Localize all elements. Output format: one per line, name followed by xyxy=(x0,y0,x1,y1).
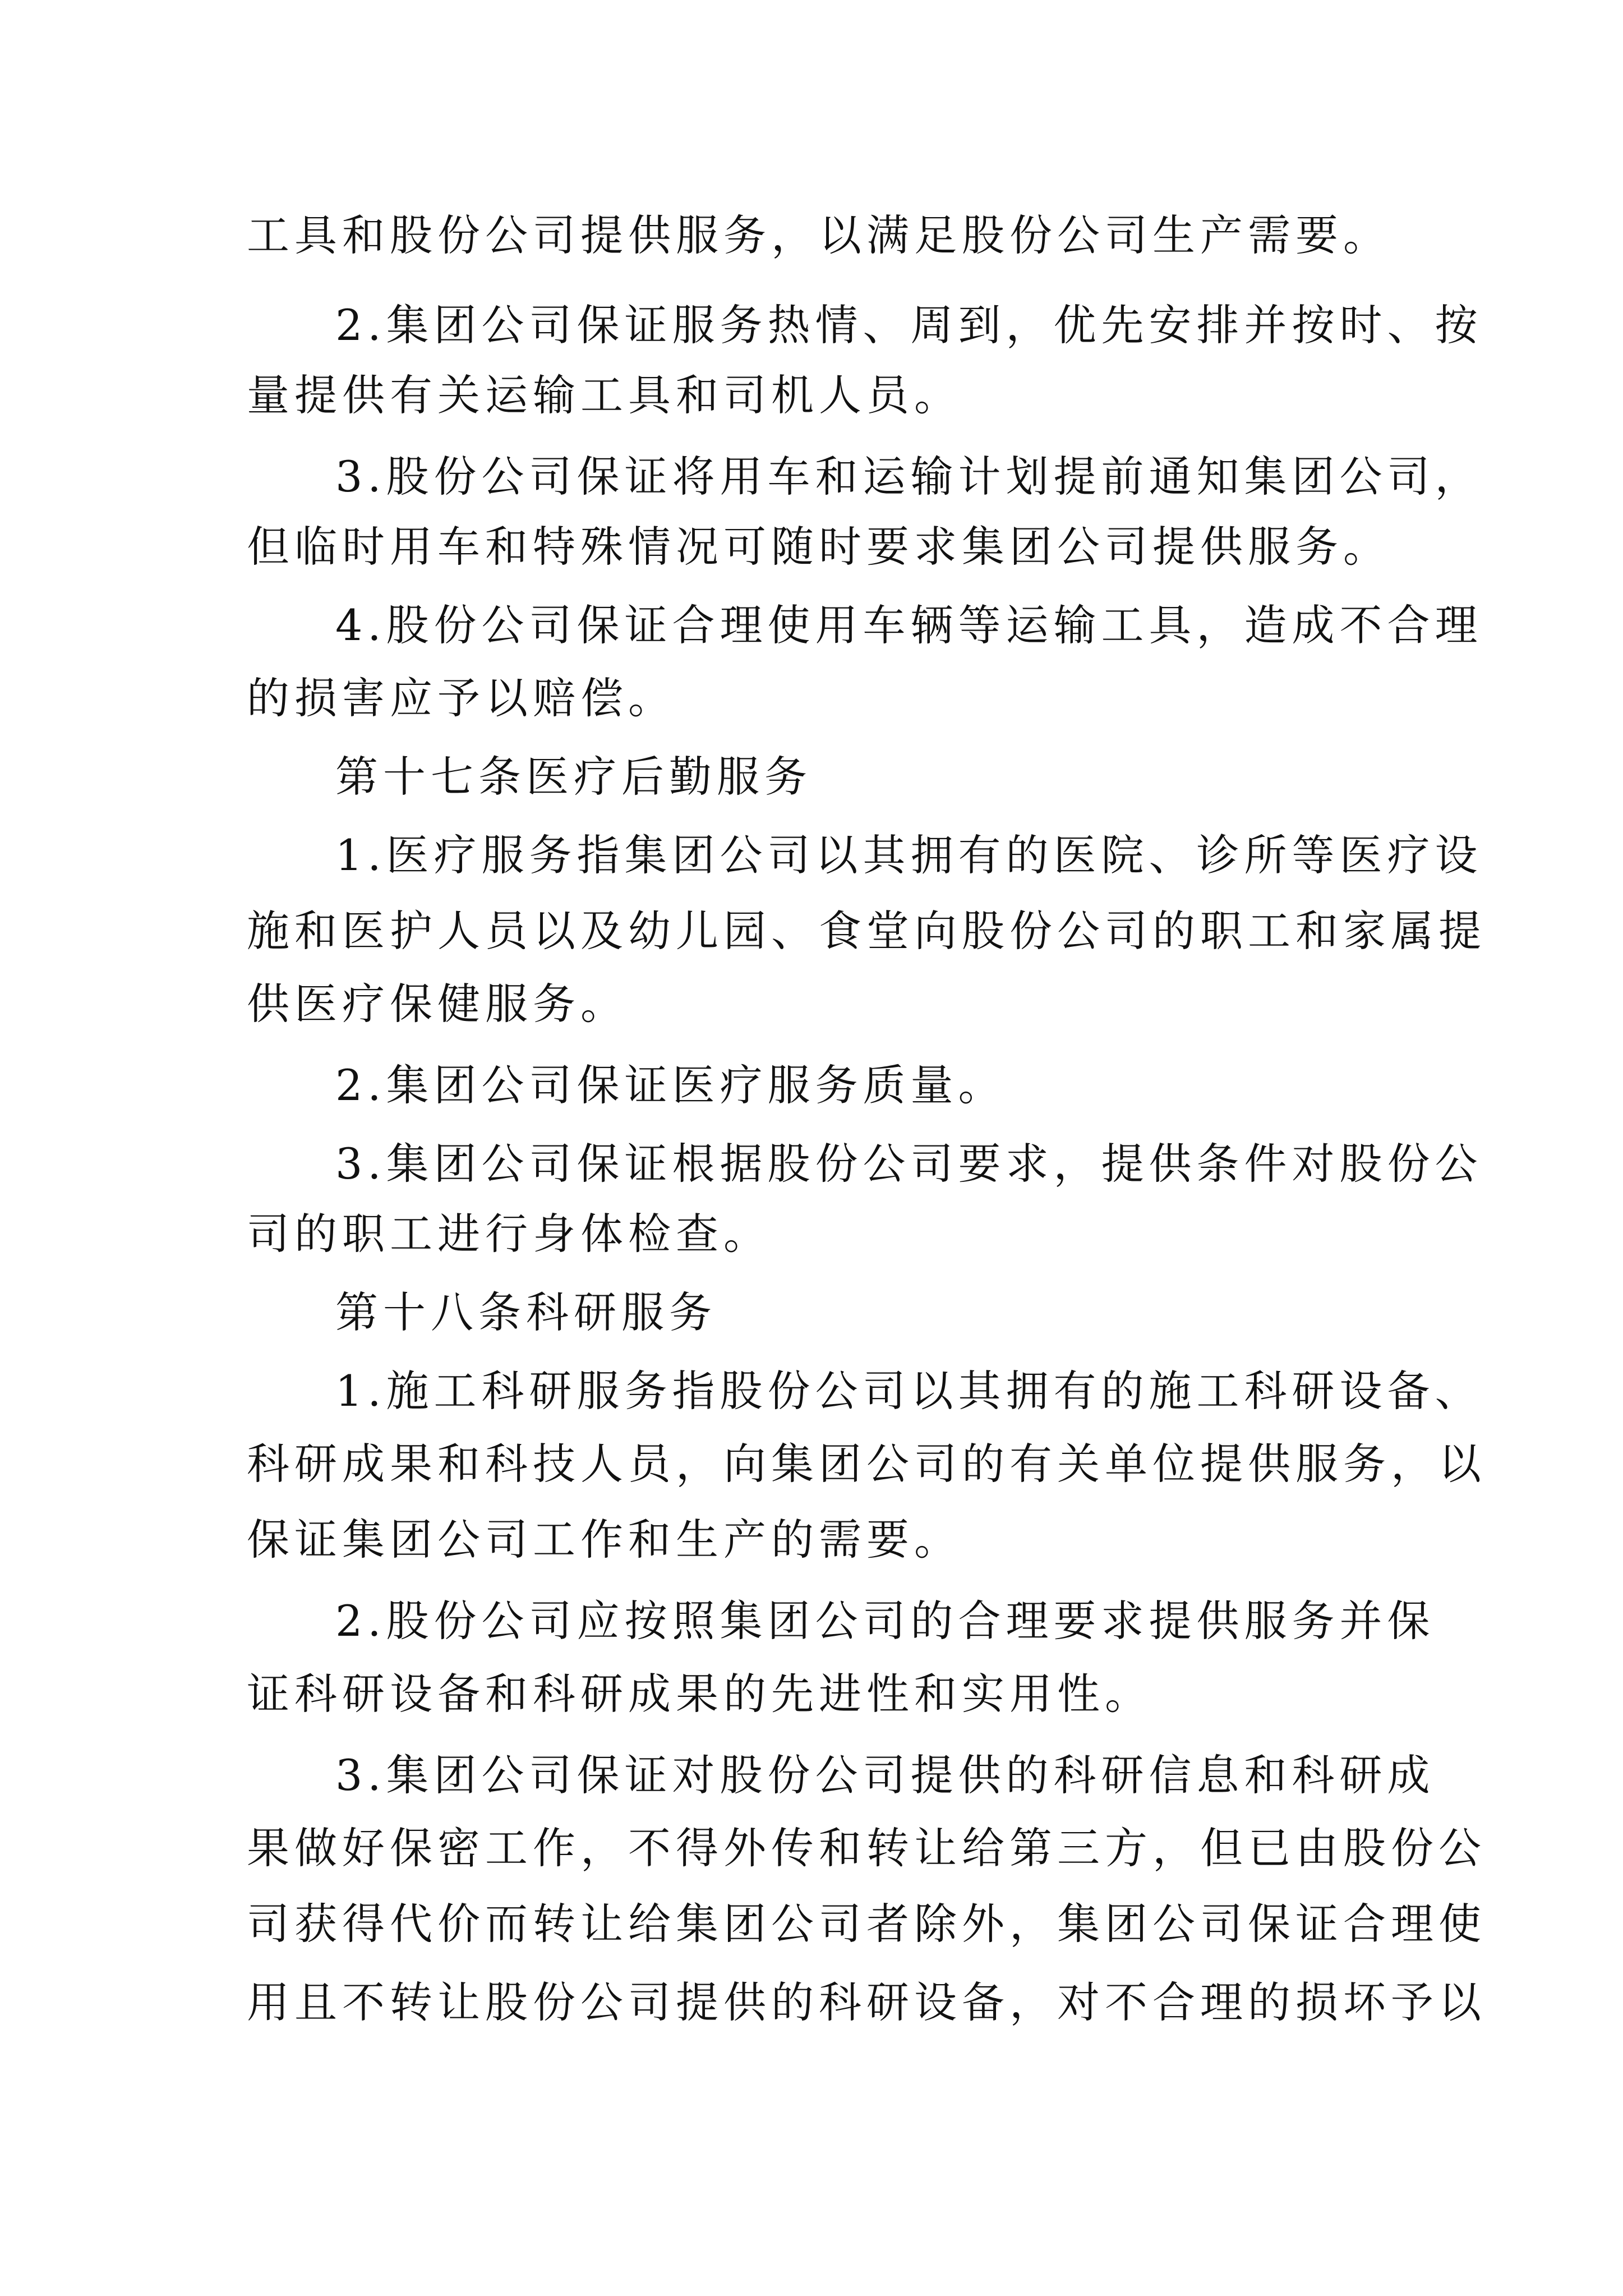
section-heading: 第十七条医疗后勤服务 xyxy=(335,752,812,802)
text-line: 1.施工科研服务指股份公司以其拥有的施工科研设备、 xyxy=(335,1366,1483,1416)
text-line: 2.集团公司保证医疗服务质量。 xyxy=(335,1060,1006,1110)
text-line: 的损害应予以赔偿。 xyxy=(247,673,676,723)
text-line: 科研成果和科技人员，向集团公司的有关单位提供服务，以 xyxy=(247,1439,1486,1489)
text-line: 证科研设备和科研成果的先进性和实用性。 xyxy=(247,1669,1152,1719)
text-line: 2.集团公司保证服务热情、周到，优先安排并按时、按 xyxy=(335,300,1483,350)
section-heading: 第十八条科研服务 xyxy=(335,1287,717,1337)
text-line: 用且不转让股份公司提供的科研设备，对不合理的损坏予以 xyxy=(247,1977,1486,2027)
text-line: 果做好保密工作，不得外传和转让给第三方，但已由股份公 xyxy=(247,1823,1486,1873)
text-line: 保证集团公司工作和生产的需要。 xyxy=(247,1515,962,1565)
text-line: 但临时用车和特殊情况可随时要求集团公司提供服务。 xyxy=(247,522,1391,572)
text-line: 3.股份公司保证将用车和运输计划提前通知集团公司， xyxy=(335,452,1483,501)
text-line: 工具和股份公司提供服务，以满足股份公司生产需要。 xyxy=(247,210,1391,260)
text-line: 施和医护人员以及幼儿园、食堂向股份公司的职工和家属提 xyxy=(247,906,1486,956)
text-line: 司的职工进行身体检查。 xyxy=(247,1209,771,1259)
text-line: 量提供有关运输工具和司机人员。 xyxy=(247,370,962,420)
text-line: 供医疗保健服务。 xyxy=(247,979,628,1029)
text-line: 1.医疗服务指集团公司以其拥有的医院、诊所等医疗设 xyxy=(335,830,1483,880)
text-line: 3.集团公司保证对股份公司提供的科研信息和科研成 xyxy=(335,1750,1435,1800)
text-line: 司获得代价而转让给集团公司者除外，集团公司保证合理使 xyxy=(247,1899,1486,1949)
text-line: 2.股份公司应按照集团公司的合理要求提供服务并保 xyxy=(335,1596,1435,1646)
text-line: 4.股份公司保证合理使用车辆等运输工具，造成不合理 xyxy=(335,600,1483,650)
text-line: 3.集团公司保证根据股份公司要求，提供条件对股份公 xyxy=(335,1139,1483,1189)
